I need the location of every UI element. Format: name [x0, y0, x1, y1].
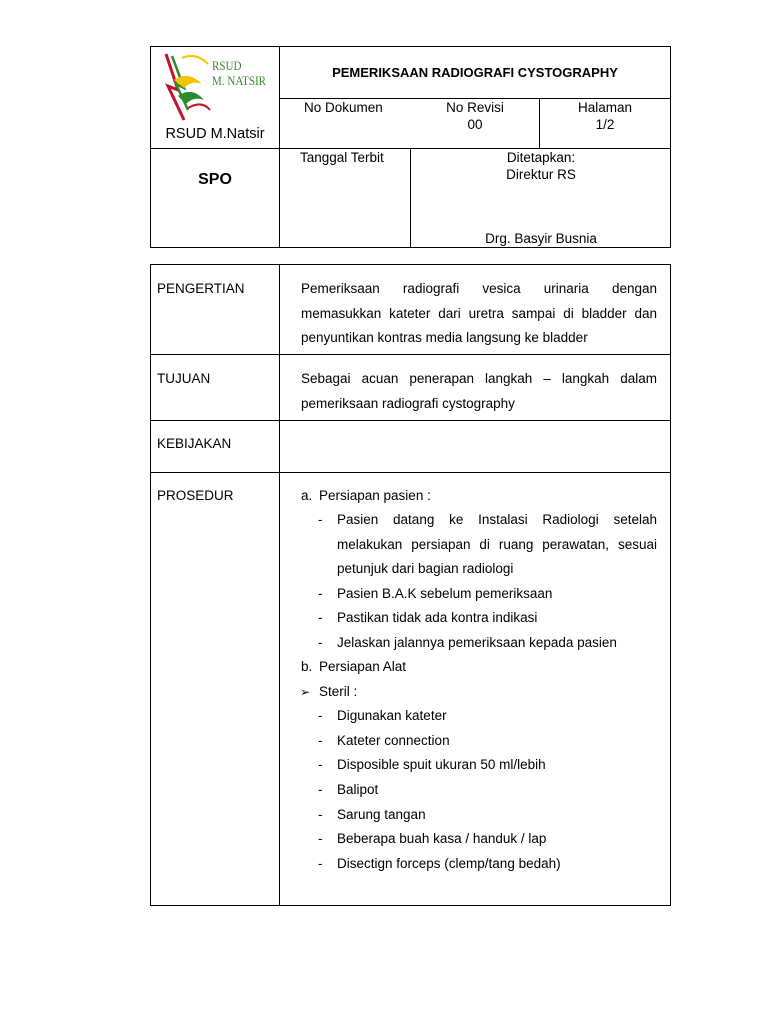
- dash-marker: -: [318, 757, 323, 772]
- dash-marker: -: [318, 856, 323, 871]
- content-border-left: [150, 264, 151, 906]
- dash-marker: -: [318, 586, 323, 601]
- prosedur-label: PROSEDUR: [157, 488, 234, 503]
- dash-marker: -: [318, 512, 323, 527]
- document-title: PEMERIKSAAN RADIOGRAFI CYSTOGRAPHY: [332, 65, 618, 80]
- hospital-logo: [158, 50, 276, 126]
- header-border-top: [150, 46, 671, 47]
- hospital-name: RSUD M.Natsir: [165, 126, 265, 142]
- dash-marker: -: [318, 831, 323, 846]
- steril-item: Beberapa buah kasa / handuk / lap: [337, 831, 547, 846]
- content-divider-3: [150, 472, 671, 473]
- prosedur-a-item-line: petunjuk dari bagian radiologi: [337, 561, 514, 576]
- dash-marker: -: [318, 782, 323, 797]
- header-border-left: [150, 46, 151, 248]
- content-border-bottom: [150, 905, 671, 906]
- content-border-top: [150, 264, 671, 265]
- pengertian-text: [301, 277, 657, 351]
- content-divider-1: [150, 354, 671, 355]
- no-revisi-cell: [411, 99, 539, 133]
- dash-marker: -: [318, 610, 323, 625]
- arrow-bullet-icon: ➢: [300, 685, 311, 699]
- tujuan-line: pemeriksaan radiografi cystography: [301, 395, 515, 411]
- tujuan-text: [301, 367, 657, 416]
- header-border-right: [670, 46, 671, 248]
- no-revisi-value: 00: [467, 117, 483, 132]
- logo-text-line1: RSUD: [212, 58, 242, 73]
- steril-item: Sarung tangan: [337, 807, 426, 822]
- halaman-value: 1/2: [595, 117, 615, 132]
- ditetapkan-label: Ditetapkan:: [506, 150, 576, 165]
- prosedur-a-item-line: melakukan persiapan di ruang perawatan, sesuai: [337, 536, 657, 552]
- steril-title: Steril :: [319, 684, 358, 699]
- logo-text-line2: M. NATSIR: [212, 73, 267, 88]
- steril-item: Balipot: [337, 782, 379, 797]
- ditetapkan-cell: [411, 149, 671, 183]
- no-dokumen-label: No Dokumen: [304, 100, 383, 115]
- content-divider-col: [279, 264, 280, 906]
- prosedur-b-title: Persiapan Alat: [319, 659, 407, 674]
- dash-marker: -: [318, 635, 323, 650]
- pengertian-line: penyuntikan kontras media langsung ke bladder: [301, 330, 588, 345]
- pengertian-line: memasukkan kateter dari uretra sampai di bladder dan: [301, 305, 657, 321]
- prosedur-a-item: Pasien B.A.K sebelum pemeriksaan: [337, 586, 553, 601]
- steril-item: Disectign forceps (clemp/tang bedah): [337, 856, 561, 871]
- pengertian-label: PENGERTIAN: [157, 281, 245, 296]
- steril-item: Disposible spuit ukuran 50 ml/lebih: [337, 757, 546, 772]
- prosedur-a-item: Pastikan tidak ada kontra indikasi: [337, 610, 538, 625]
- logo-text: [212, 58, 266, 88]
- prosedur-a-item: [337, 508, 657, 582]
- pengertian-line: Pemeriksaan radiografi vesica urinaria dengan: [301, 281, 657, 296]
- prosedur-a-title: Persiapan pasien :: [319, 488, 431, 503]
- halaman-label: Halaman: [577, 100, 633, 115]
- steril-item: Digunakan kateter: [337, 708, 447, 723]
- dash-marker: -: [318, 708, 323, 723]
- ditetapkan-by: Direktur RS: [506, 167, 576, 182]
- no-revisi-label: No Revisi: [446, 100, 504, 115]
- halaman-cell: [540, 99, 670, 133]
- content-divider-2: [150, 420, 671, 421]
- tanggal-terbit-label: Tanggal Terbit: [300, 150, 384, 165]
- dash-marker: -: [318, 807, 323, 822]
- spo-label: SPO: [198, 171, 232, 188]
- prosedur-b-marker: b.: [301, 659, 313, 674]
- prosedur-a-item-line: Pasien datang ke Instalasi Radiologi setelah: [337, 512, 657, 527]
- tujuan-label: TUJUAN: [157, 371, 211, 386]
- prosedur-a-marker: a.: [301, 488, 313, 503]
- dash-marker: -: [318, 733, 323, 748]
- steril-item: Kateter connection: [337, 733, 450, 748]
- tujuan-line: Sebagai acuan penerapan langkah – langkah dalam: [301, 371, 657, 386]
- content-border-right: [670, 264, 671, 906]
- kebijakan-label: KEBIJAKAN: [157, 436, 232, 451]
- signatory-name: Drg. Basyir Busnia: [485, 231, 597, 246]
- prosedur-a-item: Jelaskan jalannya pemeriksaan kepada pasien: [337, 635, 617, 650]
